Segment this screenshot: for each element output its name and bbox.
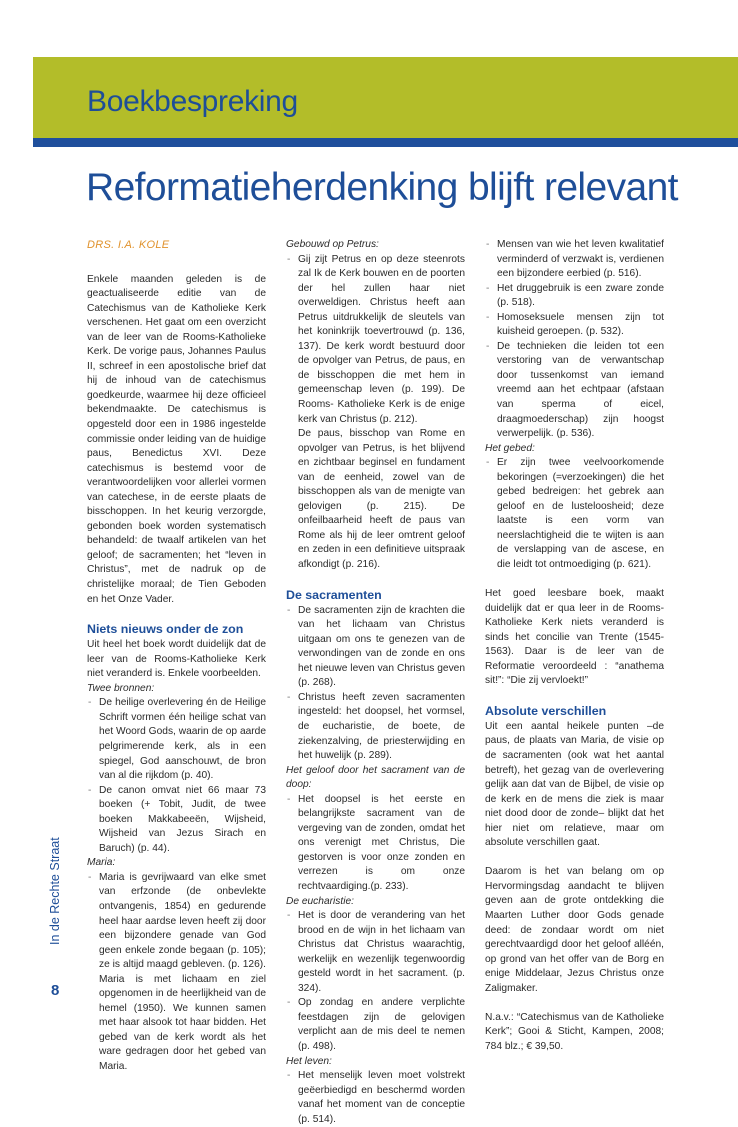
- paragraph: Uit een aantal heikele punten –de paus, de plaats van Maria, de visie op de sacramenten (ook wat het aantal betreft), het gezag van de overlevering gelijk aan dat van de Bijbel, de visie op de kerk en de mens die ziek is maar niet dood door de zonde– blijkt dat het hier niet om relatieve, maar om absolute verschillen gaat.: [485, 720, 664, 849]
- subheading: De sacramenten: [286, 587, 382, 602]
- topic-label: De eucharistie:: [286, 895, 354, 907]
- list-item: - Maria is gevrijwaard van elke smet van erfzonde (de onbevlekte ontvangenis, 1854) en gedurende heel haar aardse leven heeft zij door een bijzondere genade van God geen enkele zonde begaan (p. 105); ze is altijd maagd gebleven. (p. 126). Maria is met lichaam en ziel opgenomen in de heerlijkheid van de hemel (1950). We kunnen samen met haar alsook tot haar bidden. Het gebed van de kerk wordt als het ware gedragen door het gebed van Maria.: [87, 871, 266, 1075]
- section-title: Boekbespreking: [87, 85, 298, 118]
- list-continuation: De paus, bisschop van Rome en opvolger van Petrus, is het blijvend en zichtbaar beginsel en fundament van de eenheid, zowel van de bisschoppen als van de menigte van gelovigen (p. 215). De onfeilbaarheid heeft de paus van Rome als hij de leer omtrent geloof en zeden in een definitieve uitspraak afkondigt (p. 216).: [298, 428, 465, 571]
- subheading: Absolute verschillen: [485, 703, 607, 718]
- magazine-name: In de Rechte Straat: [48, 837, 62, 945]
- list-item: - Gij zijt Petrus en op deze steenrots zal Ik de Kerk bouwen en de poorten der hel zullen haar niet overweldigen. Christus heeft aan Petrus uitdrukkelijk de sleutels van het koninkrijk toevertrouwd (p. 136, 137). De kerk wordt bestuurd door de opvolger van Petrus, de paus, en de bisschoppen die met hem in gemeenschap leven (p. 199). De Rooms- Katholieke Kerk is de enige kerk van Christus (p. 212).: [286, 253, 465, 428]
- topic-label: Maria:: [87, 857, 116, 869]
- spacer: [485, 996, 664, 1011]
- list-item: - De canon omvat niet 66 maar 73 boeken (+ Tobit, Judit, de twee boeken Makkabeeën, Wijsheid, Wijsheid van Jezus Sirach en Baruch) (p. 44).: [87, 784, 266, 857]
- list-item: - De technieken die leiden tot een verstoring van de verwantschap door tussenkomst van iemand vreemd aan het echtpaar (afstaan van sperma of eicel, draagmoederschap) zijn hoogst verwerpelijk. (p. 536).: [485, 340, 664, 442]
- page-number: 8: [51, 982, 60, 999]
- header-divider: [33, 138, 738, 147]
- list-item: - Christus heeft zeven sacramenten ingesteld: het doopsel, het vormsel, de eucharistie, de boete, de ziekenzalving, de priesterwijding en het huwelijk (p. 289).: [286, 691, 465, 764]
- paragraph: Daarom is het van belang om op Hervormingsdag aandacht te blijven geven aan de grote ontdekking die Maarten Luther door Gods genade deed: de zondaar wordt om niet gerechtvaardigd door het geloof alléén, op grond van het offer van de Borg en enige Middelaar, Jezus Christus onze Zaligmaker.: [485, 866, 664, 994]
- paragraph: N.a.v.: “Catechismus van de Katholieke Kerk”; Gooi & Sticht, Kampen, 2008; 784 blz.; € 39,50.: [485, 1011, 664, 1052]
- topic-label: Het geloof door het sacrament van de doop:: [286, 764, 465, 791]
- article-column-2: [286, 238, 465, 1127]
- list-item: - Het is door de verandering van het brood en de wijn in het lichaam van Christus dat Christus waarachtig, werkelijk en wezenlijk tegenwoordig gesteld wordt in het sacrament. (p. 324).: [286, 909, 465, 996]
- author-byline: DRS. I.A. KOLE: [87, 239, 170, 251]
- topic-label: Twee bronnen:: [87, 682, 155, 694]
- list-item: - Het doopsel is het eerste en belangrijkste sacrament van de vergeving van de zonden, omdat het ons verenigt met Christus, Die gestorven is voor onze zonden en verrezen is om onze rechtvaardiging.(p. 233).: [286, 793, 465, 895]
- topic-label: Het gebed:: [485, 442, 535, 454]
- section-header-band: [33, 57, 738, 138]
- subheading: Niets nieuws onder de zon: [87, 622, 244, 637]
- list-item: - De sacramenten zijn de krachten die van het lichaam van Christus uitgaan om ons te genezen van de verwondingen van de zonde en ons het nieuwe leven van Christus geven (p. 268).: [286, 604, 465, 691]
- spacer: [485, 851, 664, 866]
- paragraph: Het goed leesbare boek, maakt duidelijk dat er qua leer in de Rooms-Katholieke Kerk niets veranderd is sinds het concilie van Trente (1545-1563). Daar is de leer van de Reformatie veroordeeld : “anathema sit!”: “Die zij vervloekt!”: [485, 588, 664, 687]
- list-item: - Op zondag en andere verplichte feestdagen zijn de gelovigen verplicht aan de mis deel te nemen (p. 498).: [286, 996, 465, 1054]
- spacer: [485, 573, 664, 588]
- topic-label: Gebouwd op Petrus:: [286, 239, 379, 250]
- topic-label: Het leven:: [286, 1055, 332, 1067]
- paragraph: Enkele maanden geleden is de geactualiseerde editie van de Catechismus van de Katholieke Kerk verschenen. Het gaat om een overzicht van de leer van de Rooms-Katholieke Kerk. De vorige paus, Johannes Paulus II, schreef in een apostolische brief dat hij de inhoud van de catechismus goedkeurde, waarmee hij deze officieel bekendmaakte. De catechismus is opgesteld door een in 1986 ingestelde commissie onder leiding van de huidige paus, Benedictus XVI. Deze catechismus is bestemd voor de verantwoordelijken voor allerlei vormen van catechese, in de eerste plaats de bisschoppen. In het keurig verzorgde, gebonden boek worden systematisch behandeld: de twaalf artikelen van het geloof; de sacramenten; het “leven in Christus”, met de nadruk op de christelijke moraal; de Tien Geboden en het Onze Vader.: [87, 273, 266, 605]
- article-column-3: [485, 238, 664, 1054]
- list-item: - Het menselijk leven moet volstrekt geëerbiedigd en beschermd worden vanaf het moment van de conceptie (p. 514).: [286, 1069, 465, 1127]
- list-item: - Het druggebruik is een zware zonde (p. 518).: [485, 282, 664, 311]
- article-column-1: [87, 238, 266, 1075]
- article-title: Reformatieherdenking blijft relevant: [86, 166, 678, 209]
- list-item: - Er zijn twee veelvoorkomende bekoringen (=verzoekingen) die het gebed bedreigen: het gebrek aan geloof en de lusteloosheid; deze laatste is een vorm van neerslachtigheid die te wijten is aan de verslapping van de ascese, en die leidt tot ontmoediging (p. 621).: [485, 456, 664, 572]
- list-item: - De heilige overlevering én de Heilige Schrift vormen één heilige schat van het Woord Gods, waarin de op aarde pelgrimerende kerk, als in een spiegel, God aanschouwt, de bron van al die rijkdom (p. 40).: [87, 696, 266, 783]
- paragraph: Uit heel het boek wordt duidelijk dat de leer van de Rooms-Katholieke Kerk niet veranderd is. Enkele voorbeelden.: [87, 639, 266, 680]
- list-item: - Homoseksuele mensen zijn tot kuisheid geroepen. (p. 532).: [485, 311, 664, 340]
- list-item: - Mensen van wie het leven kwalitatief verminderd of verzwakt is, verdienen een bijzondere eerbied (p. 516).: [485, 238, 664, 282]
